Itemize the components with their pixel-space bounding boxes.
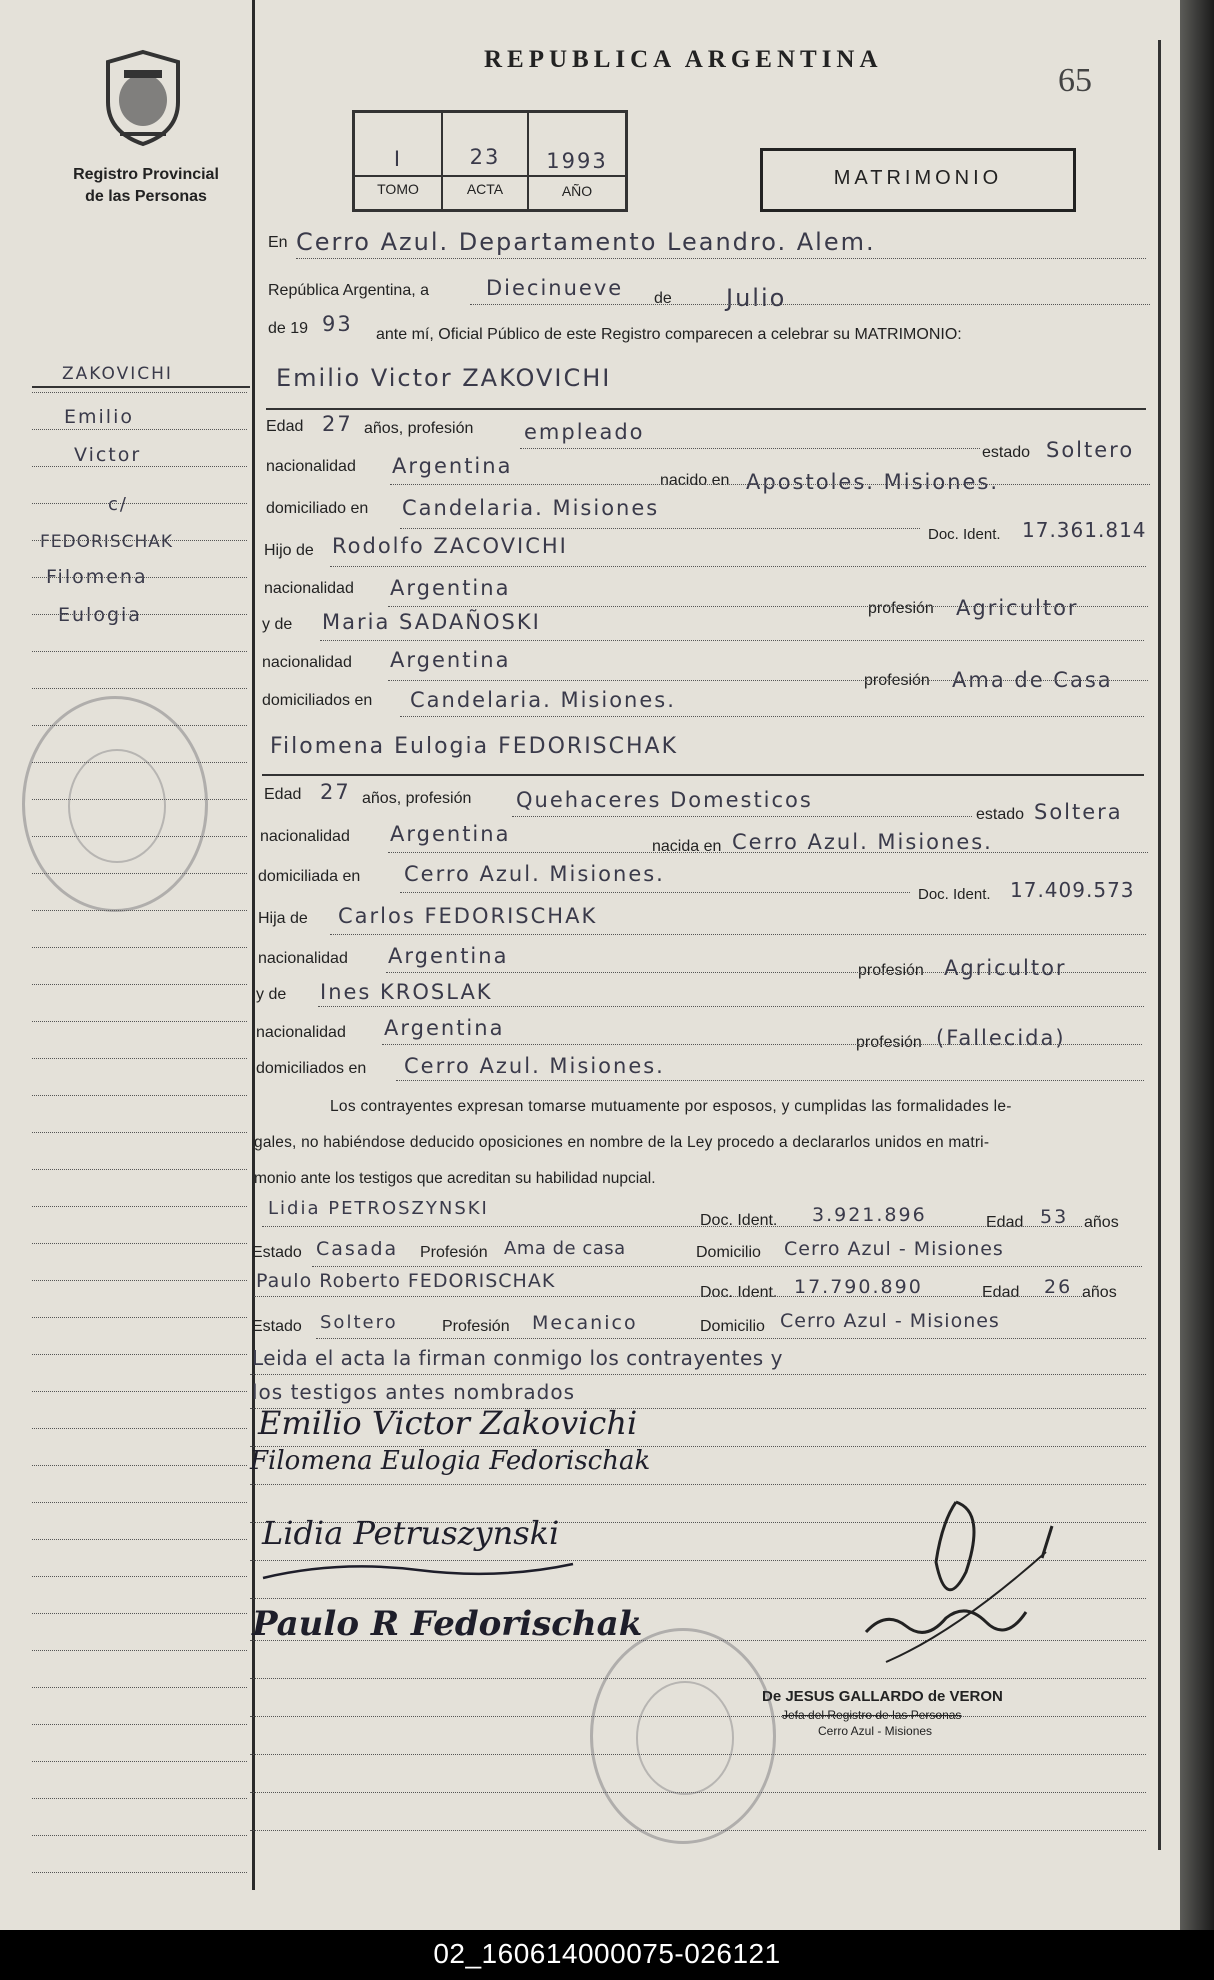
witness1-doc-label: Doc. Ident. <box>700 1212 778 1229</box>
margin-rule-line <box>32 984 247 985</box>
groom-profesion-label: años, profesión <box>364 420 474 437</box>
bride-dom-label: domiciliada en <box>258 868 361 885</box>
margin-rule-line <box>32 1835 247 1836</box>
margin-rule-line <box>32 725 247 726</box>
bride-profesion: Quehaceres Domesticos <box>516 788 813 812</box>
margin-rule-line <box>32 910 247 911</box>
record-type-label: MATRIMONIO <box>833 167 1003 189</box>
groom-estado-label: estado <box>982 444 1031 461</box>
witness1-anos-label: años <box>1084 1214 1119 1231</box>
margin-rule-line <box>32 429 247 430</box>
groom-doc-label: Doc. Ident. <box>928 526 1001 543</box>
bride-estado-label: estado <box>976 806 1025 823</box>
witness1-domicilio-label: Domicilio <box>696 1244 761 1261</box>
margin-rule-line <box>32 1317 247 1318</box>
marriage-month: Julio <box>726 284 787 312</box>
witness2-profesion-label: Profesión <box>442 1318 510 1335</box>
groom-mother-profesion: Ama de Casa <box>952 668 1113 692</box>
groom-father-profesion: Agricultor <box>956 596 1079 620</box>
year-prefix: de 19 <box>268 320 309 337</box>
witness1-estado-label: Estado <box>252 1244 302 1261</box>
witness1-estado: Casada <box>316 1238 399 1260</box>
margin-rule-line <box>32 688 247 689</box>
groom-father-nac-label: nacionalidad <box>264 580 354 597</box>
ano-value: 1993 <box>546 149 608 173</box>
margin-rule-line <box>32 1613 247 1614</box>
tomo-label: TOMO <box>377 181 419 197</box>
bride-nac-label: nacionalidad <box>260 828 350 845</box>
margin-rule-line <box>32 1872 247 1873</box>
tomo-value: I <box>393 147 403 171</box>
margin-rule-line <box>32 651 247 652</box>
bride-yde-label: y de <box>256 986 287 1003</box>
margin-rule-line <box>32 1502 247 1503</box>
margin-rule-line <box>32 1021 247 1022</box>
bride-father-prof-label: profesión <box>858 962 924 979</box>
groom-father-nacionalidad: Argentina <box>390 576 511 600</box>
groom-hijo-label: Hijo de <box>264 542 314 559</box>
margin-rule-line <box>32 1576 247 1577</box>
margin-rule-line <box>32 873 247 874</box>
margin-note-2: Emilio <box>64 406 134 428</box>
declaration-line1: Los contrayentes expresan tomarse mutuamente por esposos, y cumplidas las formalidades le- <box>330 1098 1012 1115</box>
groom-nacido: Apostoles. Misiones. <box>746 470 1000 494</box>
groom-domiciliados-label: domiciliados en <box>262 692 373 709</box>
groom-nacionalidad: Argentina <box>392 454 513 478</box>
margin-rule-line <box>32 1280 247 1281</box>
bride-mother-nac-label: nacionalidad <box>256 1024 346 1041</box>
scan-edge-shadow <box>1180 0 1214 1930</box>
margin-rule-line <box>32 392 247 393</box>
bride-doc: 17.409.573 <box>1010 878 1135 902</box>
bride-name: Filomena Eulogia FEDORISCHAK <box>270 734 679 759</box>
margin-rule-line <box>32 1132 247 1133</box>
groom-domicilio: Candelaria. Misiones <box>402 496 660 520</box>
witness2-doc: 17.790.890 <box>794 1276 923 1298</box>
witness2-estado: Soltero <box>320 1312 398 1333</box>
margin-note-6: Filomena <box>46 566 148 588</box>
witness1-name: Lidia PETROSZYNSKI <box>268 1198 489 1219</box>
groom-doc: 17.361.814 <box>1022 518 1147 542</box>
margin-rule-line <box>32 1095 247 1096</box>
margin-rule-line <box>32 799 247 800</box>
margin-rule-line <box>32 1465 247 1466</box>
bride-doc-label: Doc. Ident. <box>918 886 991 903</box>
margin-rule-line <box>32 1724 247 1725</box>
witness2-name: Paulo Roberto FEDORISCHAK <box>256 1270 556 1292</box>
reference-code: 02_160614000075-026121 <box>433 1938 781 1969</box>
groom-signature: Emilio Victor Zakovichi <box>258 1404 638 1442</box>
bride-edad: 27 <box>320 780 351 804</box>
witness2-edad-label: Edad <box>982 1284 1020 1301</box>
declaration-line3: monio ante los testigos que acreditan su habilidad nupcial. <box>254 1170 656 1187</box>
bride-father-nacionalidad: Argentina <box>388 944 509 968</box>
margin-note-5: FEDORISCHAK <box>40 532 174 552</box>
margin-rule-line <box>32 1354 247 1355</box>
acta-value: 23 <box>469 145 501 169</box>
bride-nacida-label: nacida en <box>652 838 722 855</box>
witness1-edad: 53 <box>1040 1206 1069 1228</box>
groom-edad: 27 <box>322 412 353 436</box>
groom-father-prof-label: profesión <box>868 600 934 617</box>
witness2-domicilio: Cerro Azul - Misiones <box>780 1310 1000 1332</box>
margin-rule-line <box>32 1391 247 1392</box>
declaration-line2: gales, no habiéndose deducido oposiciones en nombre de la Ley procedo a declararlos unidos en matri- <box>254 1134 990 1151</box>
bride-nacida: Cerro Azul. Misiones. <box>732 830 993 854</box>
witness2-estado-label: Estado <box>252 1318 302 1335</box>
page-number: 65 <box>1058 62 1092 99</box>
bride-domicilio: Cerro Azul. Misiones. <box>404 862 665 886</box>
margin-rule-line <box>32 762 247 763</box>
margin-rule-line <box>32 1058 247 1059</box>
margin-note-4: c/ <box>108 494 128 515</box>
margin-rule-line <box>32 466 247 467</box>
official-seal-icon <box>590 1628 776 1844</box>
bride-father-profesion: Agricultor <box>944 956 1067 980</box>
official-place: Cerro Azul - Misiones <box>818 1724 933 1738</box>
margin-note-7: Eulogia <box>58 604 142 626</box>
bride-domiciliados-label: domiciliados en <box>256 1060 367 1077</box>
bride-mother: Ines KROSLAK <box>320 980 493 1004</box>
registry-seal-icon <box>22 696 208 912</box>
margin-top-rule <box>32 386 250 388</box>
margin-rule-line <box>32 1761 247 1762</box>
margin-rule-line <box>32 614 247 615</box>
marriage-place: Cerro Azul. Departamento Leandro. Alem. <box>296 228 876 256</box>
bride-profesion-label: años, profesión <box>362 790 472 807</box>
bride-estado: Soltera <box>1034 800 1123 824</box>
registry-name-line2: de las Personas <box>85 188 207 205</box>
margin-rule-line <box>32 1798 247 1799</box>
country-title: REPUBLICA ARGENTINA <box>484 46 883 73</box>
coat-of-arms-icon <box>100 48 186 148</box>
margin-rule-line <box>32 503 247 504</box>
bride-father: Carlos FEDORISCHAK <box>338 904 598 928</box>
groom-mother-nac-label: nacionalidad <box>262 654 352 671</box>
margin-rule-line <box>32 1243 247 1244</box>
margin-note-1: ZAKOVICHI <box>62 364 173 384</box>
margin-rule-line <box>32 577 247 578</box>
witness2-signature: Paulo R Fedorischak <box>252 1604 643 1644</box>
de-label: de <box>654 290 672 307</box>
official-signature-icon <box>846 1492 1066 1672</box>
groom-mother-prof-label: profesión <box>864 672 930 689</box>
bride-mother-nacionalidad: Argentina <box>384 1016 505 1040</box>
bride-nacionalidad: Argentina <box>390 822 511 846</box>
bride-father-nac-label: nacionalidad <box>258 950 348 967</box>
margin-rule-line <box>32 1428 247 1429</box>
bride-hija-label: Hija de <box>258 910 308 927</box>
bride-mother-profesion: (Fallecida) <box>936 1026 1066 1050</box>
groom-father: Rodolfo ZACOVICHI <box>332 534 568 558</box>
official-name: De JESUS GALLARDO de VERON <box>762 1688 1003 1705</box>
witness1-edad-label: Edad <box>986 1214 1024 1231</box>
groom-mother-nacionalidad: Argentina <box>390 648 511 672</box>
groom-mother: Maria SADAÑOSKI <box>322 610 541 634</box>
witness2-edad: 26 <box>1044 1276 1073 1298</box>
groom-nac-label: nacionalidad <box>266 458 356 475</box>
marriage-day: Diecinueve <box>486 276 624 300</box>
witness1-domicilio: Cerro Azul - Misiones <box>784 1238 1004 1260</box>
closing-line2: los testigos antes nombrados <box>252 1380 576 1404</box>
groom-dom-label: domiciliado en <box>266 500 369 517</box>
groom-profesion: empleado <box>524 420 645 444</box>
right-border <box>1158 40 1161 1850</box>
republica-label: República Argentina, a <box>268 282 429 299</box>
acta-label: ACTA <box>466 181 504 197</box>
groom-edad-label: Edad <box>266 418 304 435</box>
official-title: Jefa del Registro de las Personas <box>782 1708 962 1722</box>
margin-rule-line <box>32 1539 247 1540</box>
margin-rule-line <box>32 1650 247 1651</box>
witness2-domicilio-label: Domicilio <box>700 1318 765 1335</box>
margin-rule-line <box>32 836 247 837</box>
groom-nacido-label: nacido en <box>660 472 730 489</box>
witness1-doc: 3.921.896 <box>812 1204 927 1226</box>
witness2-profesion: Mecanico <box>532 1312 638 1334</box>
bride-signature: Filomena Eulogia Fedorischak <box>250 1446 651 1476</box>
groom-estado: Soltero <box>1046 438 1135 462</box>
witness2-anos-label: años <box>1082 1284 1117 1301</box>
groom-yde-label: y de <box>262 616 293 633</box>
bride-edad-label: Edad <box>264 786 302 803</box>
groom-domiciliados: Candelaria. Misiones. <box>410 688 676 712</box>
margin-rule-line <box>32 1687 247 1688</box>
record-box <box>352 110 628 212</box>
ano-label: AÑO <box>561 183 593 199</box>
en-label: En <box>268 234 288 251</box>
margin-rule-line <box>32 540 247 541</box>
margin-note-3: Victor <box>74 444 142 466</box>
intro-statement: ante mí, Oficial Público de este Registro comparecen a celebrar su MATRIMONIO: <box>376 326 962 343</box>
margin-rule-line <box>32 1206 247 1207</box>
witness2-doc-label: Doc. Ident. <box>700 1284 778 1301</box>
groom-name: Emilio Victor ZAKOVICHI <box>276 364 612 392</box>
witness1-profesion: Ama de casa <box>504 1238 626 1259</box>
registry-name-line1: Registro Provincial <box>73 166 219 183</box>
margin-rule-line <box>32 1169 247 1170</box>
witness1-signature: Lidia Petruszynski <box>262 1514 560 1552</box>
closing-line1: Leida el acta la firman conmigo los contrayentes y <box>252 1346 783 1370</box>
record-type-box <box>760 148 1076 212</box>
bride-mother-prof-label: profesión <box>856 1034 922 1051</box>
witness1-profesion-label: Profesión <box>420 1244 488 1261</box>
margin-rule-line <box>32 947 247 948</box>
marriage-year: 93 <box>322 312 353 336</box>
bride-domiciliados: Cerro Azul. Misiones. <box>404 1054 665 1078</box>
